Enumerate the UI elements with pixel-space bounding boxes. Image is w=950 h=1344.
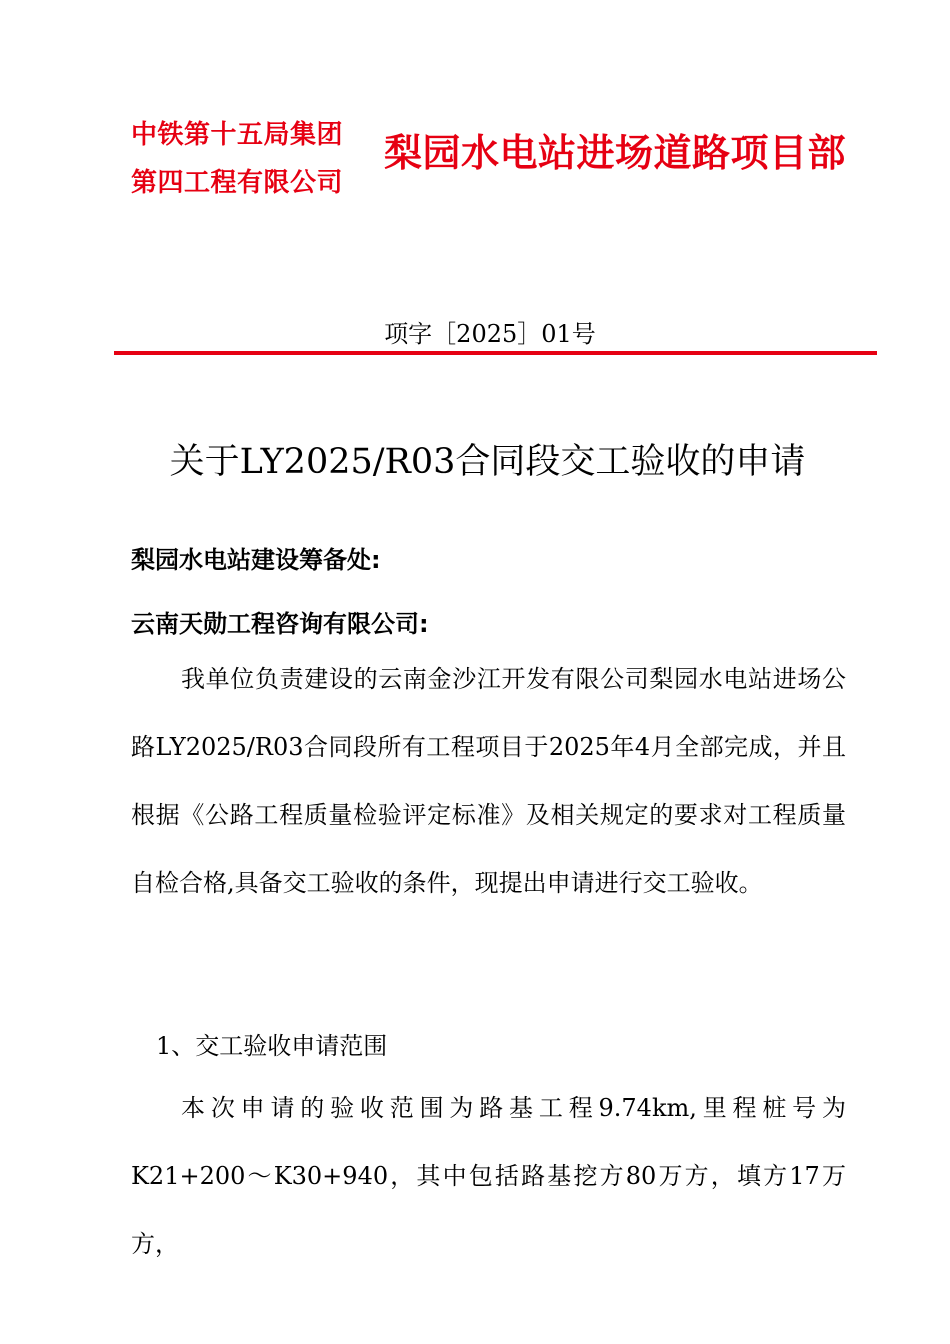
letterhead-red-rule	[114, 351, 877, 355]
letterhead-department: 梨园水电站进场道路项目部	[384, 131, 847, 175]
letterhead-company-line1: 中铁第十五局集团	[131, 120, 344, 150]
body-paragraph-1: 我单位负责建设的云南金沙江开发有限公司梨园水电站进场公路LY2025/R03合同段所有工程项目于2025年4月全部完成，并且根据《公路工程质量检验评定标准》及相关规定的要求对工程质量自检合格,具备交工验收的条件，现提出申请进行交工验收。	[131, 665, 846, 897]
document-number: 项字［2025］01号	[384, 320, 596, 348]
addressee-2: 云南天勋工程咨询有限公司:	[131, 610, 429, 638]
document-title: 关于LY2025/R03合同段交工验收的申请	[169, 442, 806, 482]
body-paragraph-2: 本次申请的验收范围为路基工程9.74km,里程桩号为K21+200～K30+940，其中包括路基挖方80万方，填方17万方，	[131, 1094, 846, 1258]
section-1-heading: 1、交工验收申请范围	[156, 1032, 388, 1060]
letterhead-company-line2: 第四工程有限公司	[131, 168, 344, 198]
addressee-1: 梨园水电站建设筹备处:	[131, 546, 381, 574]
